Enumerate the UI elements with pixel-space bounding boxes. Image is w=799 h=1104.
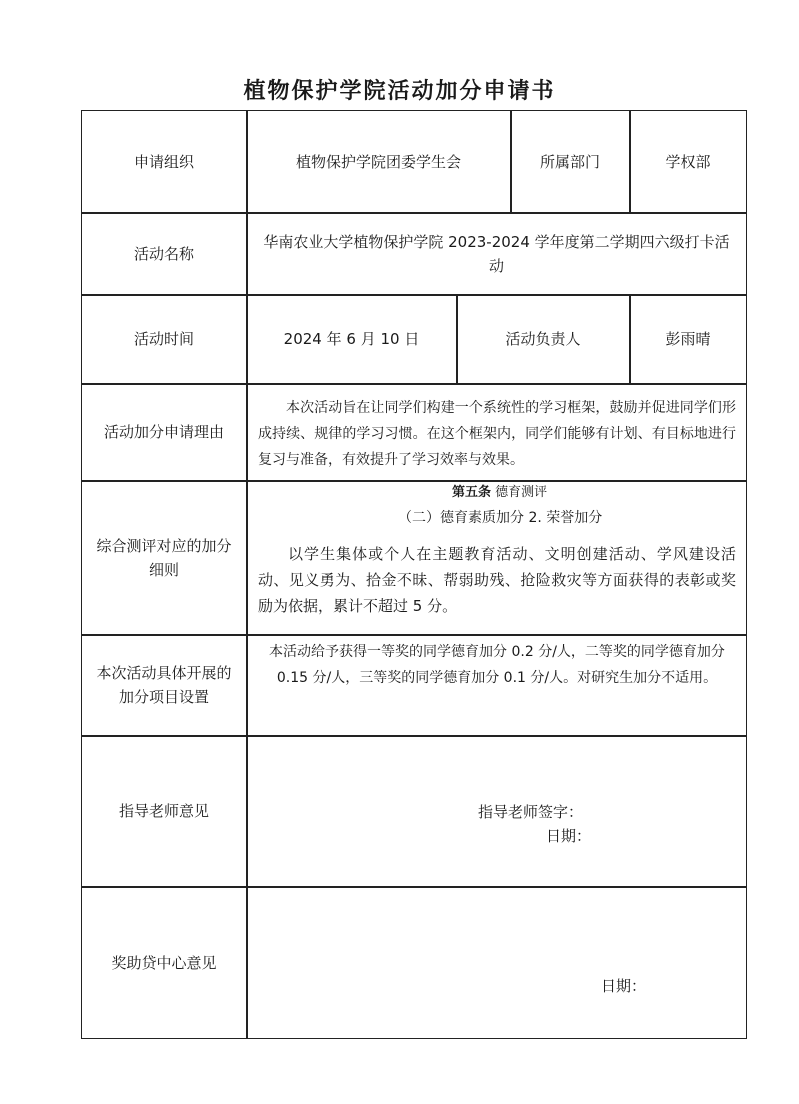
activity-time-value: 2024 年 6 月 10 日 — [283, 330, 420, 348]
reason-text: 本次活动旨在让同学们构建一个系统性的学习框架，鼓励并促进同学们形成持续、规律的学习习惯。在这个框架内，同学们能够有计划、有目标地进行复习与准备，有效提升了学习效率与效果。 — [258, 400, 736, 468]
activity-name-value: 华南农业大学植物保护学院 2023-2024 学年度第二学期四六级打卡活动 — [263, 232, 730, 275]
org-label: 申请组织 — [133, 152, 194, 171]
clause-title: 第五条 — [452, 485, 492, 500]
dept-label: 所属部门 — [539, 152, 600, 171]
clause-heading — [452, 484, 547, 502]
teacher-sign-label: 指导老师签字： — [478, 803, 584, 821]
center-label: 奖助贷中心意见 — [111, 953, 217, 972]
items-text: 本活动给予获得一等奖的同学德育加分 0.2 分/人，二等奖的同学德育加分 0.15 分/人，三等奖的同学德育加分 0.1 分/人。对研究生加分不适用。 — [269, 644, 725, 686]
teacher-date-label: 日期： — [546, 827, 592, 845]
activity-name-label: 活动名称 — [133, 244, 194, 263]
clause-text: 以学生集体或个人在主题教育活动、文明创建活动、学风建设活动、见义勇为、拾金不昧、帮弱助残、抢险救灾等方面获得的表彰或奖励为依据，累计不超过 5 分。 — [258, 545, 736, 615]
page-title: 植物保护学院活动加分申请书 — [243, 79, 556, 104]
center-date-label: 日期： — [601, 977, 647, 995]
clause-subheading: （二）德育素质加分 2. 荣誉加分 — [398, 510, 603, 526]
items-label: 本次活动具体开展的加分项目设置 — [96, 664, 232, 706]
application-form — [81, 110, 747, 1039]
teacher-label: 指导老师意见 — [118, 802, 209, 820]
clause-name: 德育测评 — [495, 485, 548, 500]
evaluation-label: 综合测评对应的加分细则 — [96, 536, 232, 579]
activity-time-label: 活动时间 — [133, 330, 194, 348]
dept-value: 学权部 — [665, 152, 711, 171]
org-value: 植物保护学院团委学生会 — [295, 152, 461, 171]
leader-value: 彭雨晴 — [665, 330, 711, 348]
leader-label: 活动负责人 — [505, 330, 581, 348]
reason-label: 活动加分申请理由 — [103, 423, 224, 441]
